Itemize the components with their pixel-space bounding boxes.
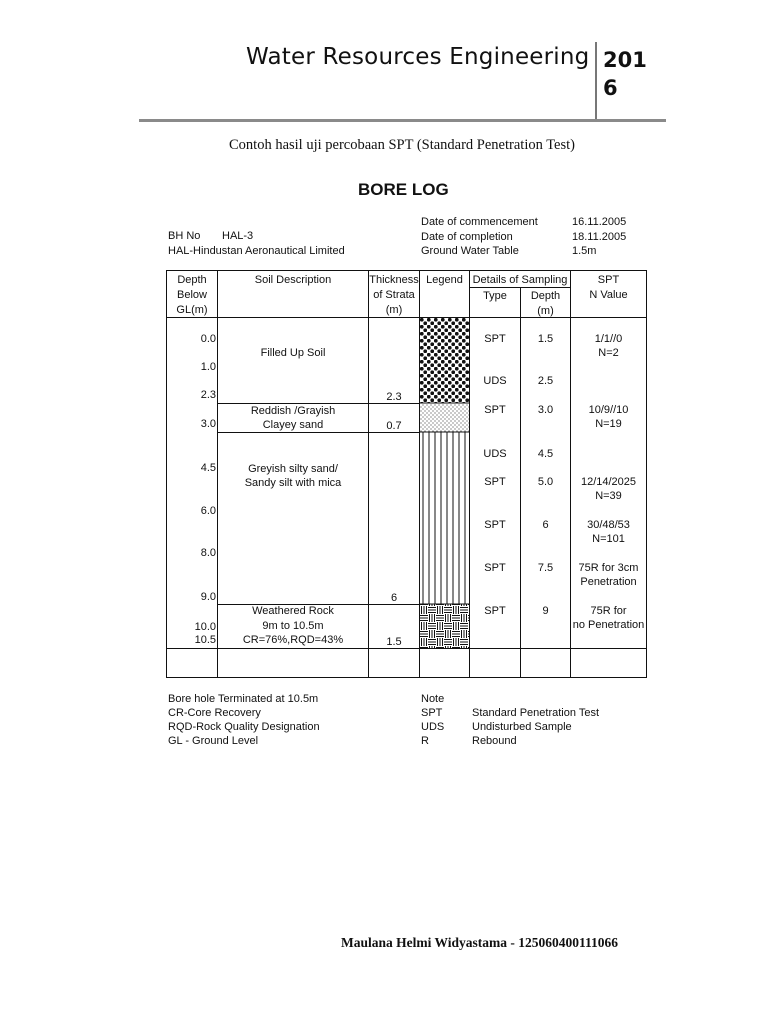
header-depth-line1: Depth bbox=[177, 274, 207, 286]
spt-n-value: 10/9//10 bbox=[588, 404, 629, 416]
grid-line bbox=[368, 271, 369, 677]
sample-type: SPT bbox=[484, 519, 506, 531]
header-year-line1: 201 bbox=[603, 48, 647, 72]
spt-n-value: Penetration bbox=[580, 576, 637, 588]
note-title: Note bbox=[421, 693, 445, 705]
header-sample-depth bbox=[521, 289, 570, 319]
sample-depth: 5.0 bbox=[537, 476, 554, 488]
client-name: HAL-Hindustan Aeronautical Limited bbox=[168, 245, 345, 257]
spt-n-value: 75R for bbox=[590, 605, 627, 617]
soil-description-rock-line3: CR=76%,RQD=43% bbox=[242, 634, 344, 646]
meta-value-completion: 18.11.2005 bbox=[572, 231, 627, 243]
sample-type: UDS bbox=[483, 375, 507, 387]
meta-label-completion: Date of completion bbox=[421, 231, 513, 243]
header-spt-line2: N Value bbox=[589, 289, 628, 301]
figure-caption: Contoh hasil uji percobaan SPT (Standard Penetration Test) bbox=[229, 137, 575, 153]
header-legend: Legend bbox=[426, 274, 463, 286]
soil-description-silty-sand-line2: Sandy silt with mica bbox=[244, 477, 342, 489]
legend-silty-sand bbox=[420, 432, 469, 604]
sample-type: SPT bbox=[484, 404, 506, 416]
soil-description-rock-line1: Weathered Rock bbox=[252, 605, 334, 617]
header-spt-line1: SPT bbox=[597, 274, 620, 286]
bh-no-value: HAL-3 bbox=[222, 230, 254, 242]
thickness-value: 6 bbox=[390, 592, 398, 604]
meta-value-commencement: 16.11.2005 bbox=[572, 216, 627, 228]
bh-no-label: BH No bbox=[168, 230, 201, 242]
depth-value: 3.0 bbox=[200, 418, 216, 430]
header-spt-n-value bbox=[571, 273, 646, 303]
sample-depth: 7.5 bbox=[537, 562, 554, 574]
header-depth-line3: GL(m) bbox=[176, 304, 208, 316]
meta-label-commencement: Date of commencement bbox=[421, 216, 538, 228]
header-rule bbox=[139, 119, 666, 122]
strata-legend-column bbox=[420, 318, 469, 649]
header-thickness-line2: of Strata bbox=[373, 289, 415, 301]
note-left: Bore hole Terminated at 10.5m bbox=[168, 693, 319, 705]
header-year-line2: 6 bbox=[603, 76, 618, 100]
note-abbr: SPT bbox=[421, 707, 443, 719]
spt-n-value: N=39 bbox=[595, 490, 622, 502]
depth-value: 0.0 bbox=[200, 333, 216, 345]
note-left: CR-Core Recovery bbox=[168, 707, 261, 719]
header-sample-type: Type bbox=[483, 290, 507, 302]
spt-n-value: no Penetration bbox=[572, 619, 645, 631]
page-footer-author: Maulana Helmi Widyastama - 125060400111066 bbox=[341, 935, 619, 950]
header-sample-depth-line1: Depth bbox=[530, 290, 561, 302]
sample-type: SPT bbox=[484, 333, 506, 345]
depth-value: 10.0 bbox=[194, 621, 216, 633]
note-text: Rebound bbox=[472, 735, 517, 747]
bore-log-title: BORE LOG bbox=[358, 180, 449, 199]
sample-type: UDS bbox=[483, 448, 507, 460]
header-sample-depth-line2: (m) bbox=[537, 305, 554, 317]
document-header-title: Water Resources Engineering bbox=[246, 44, 590, 70]
sample-depth: 1.5 bbox=[537, 333, 554, 345]
legend-clayey-sand bbox=[420, 403, 469, 432]
note-abbr: R bbox=[421, 735, 429, 747]
note-left: RQD-Rock Quality Designation bbox=[168, 721, 320, 733]
thickness-value: 1.5 bbox=[386, 636, 402, 648]
spt-n-value: N=101 bbox=[592, 533, 625, 545]
spt-n-value: N=19 bbox=[595, 418, 622, 430]
sample-depth: 3.0 bbox=[537, 404, 554, 416]
spt-n-value: N=2 bbox=[598, 347, 619, 359]
sample-depth: 2.5 bbox=[537, 375, 554, 387]
header-depth-line2: Below bbox=[177, 289, 207, 301]
soil-description-rock-line2: 9m to 10.5m bbox=[262, 620, 324, 632]
depth-value: 10.5 bbox=[194, 634, 216, 646]
depth-value: 4.5 bbox=[200, 462, 216, 474]
header-thickness-line3: (m) bbox=[385, 304, 403, 316]
depth-value: 6.0 bbox=[200, 505, 216, 517]
header-depth bbox=[167, 273, 217, 318]
soil-description-clayey-sand-line1: Reddish /Grayish bbox=[250, 405, 336, 417]
spt-n-value: 75R for 3cm bbox=[578, 562, 639, 574]
note-abbr: UDS bbox=[421, 721, 445, 733]
meta-label-water-table: Ground Water Table bbox=[421, 245, 519, 257]
thickness-value: 2.3 bbox=[386, 391, 402, 403]
sample-type: SPT bbox=[484, 476, 506, 488]
thickness-value: 0.7 bbox=[386, 420, 402, 432]
sample-depth: 4.5 bbox=[537, 448, 554, 460]
depth-value: 2.3 bbox=[200, 389, 216, 401]
spt-n-value: 30/48/53 bbox=[587, 519, 630, 531]
legend-weathered-rock bbox=[420, 604, 469, 648]
depth-value: 1.0 bbox=[200, 361, 216, 373]
soil-description-clayey-sand-line2: Clayey sand bbox=[262, 419, 324, 431]
legend-filled-up-soil bbox=[420, 318, 469, 403]
header-details-of-sampling: Details of Sampling bbox=[472, 274, 568, 286]
header-thickness-line1: Thickness bbox=[369, 274, 419, 286]
depth-value: 9.0 bbox=[200, 591, 216, 603]
soil-description-filled-up-soil: Filled Up Soil bbox=[260, 347, 326, 359]
spt-n-value: 12/14/2025 bbox=[580, 476, 637, 488]
sample-depth: 9 bbox=[542, 605, 549, 617]
header-year bbox=[603, 46, 663, 102]
soil-description-silty-sand-line1: Greyish silty sand/ bbox=[248, 463, 338, 475]
sample-type: SPT bbox=[484, 605, 506, 617]
header-thickness bbox=[369, 273, 419, 318]
header-soil-description: Soil Description bbox=[254, 274, 332, 286]
spt-n-value: 1/1//0 bbox=[594, 333, 623, 345]
note-text: Undisturbed Sample bbox=[472, 721, 572, 733]
note-text: Standard Penetration Test bbox=[472, 707, 599, 719]
sample-type: SPT bbox=[484, 562, 506, 574]
note-left: GL - Ground Level bbox=[168, 735, 259, 747]
depth-value: 8.0 bbox=[200, 547, 216, 559]
header-divider bbox=[595, 42, 597, 120]
sample-depth: 6 bbox=[542, 519, 549, 531]
meta-value-water-table: 1.5m bbox=[572, 245, 597, 257]
